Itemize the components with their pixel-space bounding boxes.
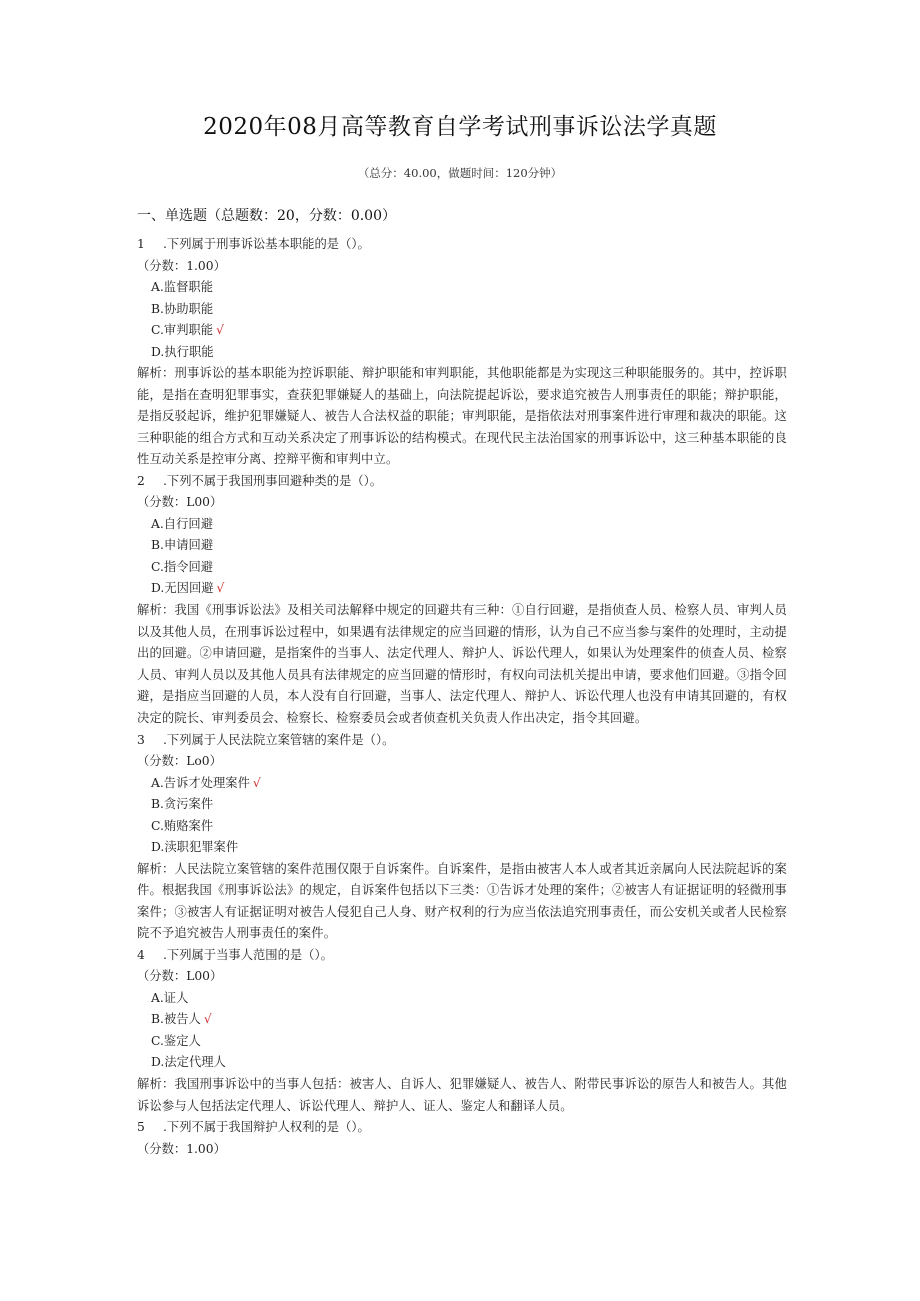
- option-letter: B.: [151, 538, 164, 553]
- analysis-text: 我国《刑事诉讼法》及相关司法解释中规定的回避共有三种：①自行回避，是指侦查人员、检察人员、审判人员以及其他人员，在刑事诉讼过程中，如果遇有法律规定的应当回避的情形，认为自己不应当参与案件的处理时，主动提出的回避。②申请回避，是指案件的当事人、法定代理人、辩护人、诉讼代理人，如果认为处理案件的侦查人员、检察人员、审判人员以及其他人员具有法律规定的应当回避的情形时，有权向司法机关提出申请，要求他们回避。③指令回避，是指应当回避的人员，本人没有自行回避，当事人、法定代理人、辩护人、诉讼代理人也没有申请其回避的，有权决定的院长、审判委员会、检察长、检察委员会或者侦查机关负责人作出决定，指令其回避。: [137, 602, 788, 725]
- option-b: [137, 1009, 787, 1031]
- question-score: （分数：Lo0）: [137, 754, 222, 769]
- option-letter: A.: [151, 516, 164, 531]
- option-b: [137, 535, 787, 557]
- question-stem: [137, 471, 787, 493]
- analysis-paragraph: [137, 363, 787, 471]
- section-heading: 一、单选题（总题数：20，分数：0.00）: [137, 208, 396, 224]
- option-letter: B.: [151, 301, 164, 316]
- question-score: （分数：1.00）: [137, 258, 226, 273]
- option-text: 申请回避: [163, 538, 214, 553]
- option-a: [137, 277, 787, 299]
- option-text: 审判职能: [163, 323, 214, 337]
- option-letter: C.: [151, 1033, 164, 1048]
- option-text: 协助职能: [163, 301, 214, 316]
- option-letter: C.: [151, 323, 164, 337]
- question-2: [137, 471, 787, 730]
- question-text: .下列属于当事人范围的是（）。: [163, 947, 333, 962]
- question-text: .下列不属于我国刑事回避种类的是（）。: [163, 473, 383, 488]
- analysis-label: 解析：: [137, 602, 175, 617]
- question-score: （分数：1.00）: [137, 1141, 226, 1156]
- exam-meta: （总分：40.00，做题时间：120分钟）: [357, 166, 563, 180]
- option-text: 法定代理人: [164, 1055, 226, 1070]
- question-4: [137, 945, 787, 1117]
- option-text: 无因回避: [164, 581, 214, 596]
- question-number: 4: [137, 947, 145, 962]
- option-letter: C.: [151, 559, 164, 574]
- question-stem: [137, 945, 787, 967]
- option-letter: D.: [151, 1055, 165, 1070]
- question-text: .下列属于人民法院立案管辖的案件是（）。: [163, 732, 395, 747]
- option-a: [137, 988, 787, 1010]
- option-d: [137, 342, 787, 364]
- question-stem: [137, 730, 787, 752]
- analysis-paragraph: [137, 859, 787, 945]
- option-text: 指令回避: [163, 559, 214, 574]
- option-b: [137, 299, 787, 321]
- analysis-label: 解析：: [137, 861, 175, 876]
- question-text: .下列属于刑事诉讼基本职能的是（）。: [163, 237, 370, 251]
- analysis-label: 解析：: [137, 1076, 175, 1091]
- analysis-text: 刑事诉讼的基本职能为控诉职能、辩护职能和审判职能，其他职能都是为实现这三种职能服务的。其中，控诉职能，是指在查明犯罪事实，查获犯罪嫌疑人的基础上，向法院提起诉讼，要求追究被告人刑事责任的职能；辩护职能，是指反驳起诉，维护犯罪嫌疑人、被告人合法权益的职能；审判职能，是指依法对刑事案件进行审理和裁决的职能。这三种职能的组合方式和互动关系决定了刑事诉讼的结构模式。在现代民主法治国家的刑事诉讼中，这三种基本职能的良性互动关系是控审分离、控辩平衡和审判中立。: [137, 366, 788, 467]
- analysis-paragraph: [137, 1074, 787, 1117]
- option-c: [137, 1031, 787, 1053]
- option-text: 证人: [163, 990, 189, 1005]
- option-text: 贪污案件: [163, 797, 214, 812]
- option-text: 执行职能: [164, 344, 214, 359]
- option-d: [137, 578, 787, 600]
- analysis-label: 解析：: [137, 366, 175, 380]
- option-letter: C.: [151, 818, 164, 833]
- question-3: [137, 730, 787, 945]
- question-text: .下列不属于我国辩护人权利的是（）。: [163, 1120, 370, 1135]
- option-text: 鉴定人: [163, 1033, 201, 1048]
- question-score: （分数：L00）: [137, 495, 223, 510]
- option-letter: B.: [151, 797, 164, 812]
- question-list: [137, 234, 787, 1160]
- option-d: [137, 1052, 787, 1074]
- option-letter: A.: [151, 775, 164, 790]
- question-5: [137, 1117, 787, 1160]
- option-text: 自行回避: [163, 516, 213, 531]
- analysis-text: 我国刑事诉讼中的当事人包括：被害人、自诉人、犯罪嫌疑人、被告人、附带民事诉讼的原告人和被告人。其他诉讼参与人包括法定代理人、诉讼代理人、辩护人、证人、鉴定人和翻译人员。: [137, 1076, 788, 1113]
- option-text: 渎职犯罪案件: [164, 840, 239, 855]
- option-c: [137, 320, 787, 342]
- check-mark-icon: √: [252, 775, 261, 790]
- analysis-paragraph: [137, 600, 787, 730]
- option-letter: D.: [151, 840, 165, 855]
- option-c: [137, 816, 787, 838]
- option-text: 监督职能: [163, 280, 213, 294]
- option-letter: D.: [151, 344, 165, 359]
- option-letter: A.: [151, 280, 164, 294]
- option-a: [137, 514, 787, 536]
- question-1: [137, 234, 787, 471]
- page-title: 2020年08月高等教育自学考试刑事诉讼法学真题: [203, 114, 717, 140]
- question-number: 2: [137, 473, 145, 488]
- check-mark-icon: √: [216, 323, 224, 337]
- question-number: 3: [137, 732, 145, 747]
- analysis-text: 人民法院立案管辖的案件范围仅限于自诉案件。自诉案件，是指由被害人本人或者其近亲属向人民法院起诉的案件。根据我国《刑事诉讼法》的规定，自诉案件包括以下三类：①告诉才处理的案件；②被害人有证据证明的轻微刑事案件；③被害人有证据证明对被告人侵犯自己人身、财产权利的行为应当依法追究刑事责任，而公安机关或者人民检察院不予追究被告人刑事责任的案件。: [137, 861, 788, 941]
- option-d: [137, 837, 787, 859]
- check-mark-icon: √: [216, 581, 225, 596]
- option-c: [137, 557, 787, 579]
- option-b: [137, 794, 787, 816]
- option-text: 被告人: [163, 1012, 201, 1027]
- option-letter: A.: [151, 990, 164, 1005]
- option-text: 告诉才处理案件: [163, 775, 250, 790]
- option-a: [137, 773, 787, 795]
- question-stem: [137, 1117, 787, 1139]
- option-text: 贿赂案件: [163, 818, 214, 833]
- check-mark-icon: √: [203, 1012, 212, 1027]
- option-letter: B.: [151, 1012, 164, 1027]
- question-number: 5: [137, 1120, 145, 1135]
- option-letter: D.: [151, 581, 165, 596]
- question-score: （分数：L00）: [137, 969, 223, 984]
- question-stem: [137, 234, 787, 256]
- question-number: 1: [137, 237, 145, 251]
